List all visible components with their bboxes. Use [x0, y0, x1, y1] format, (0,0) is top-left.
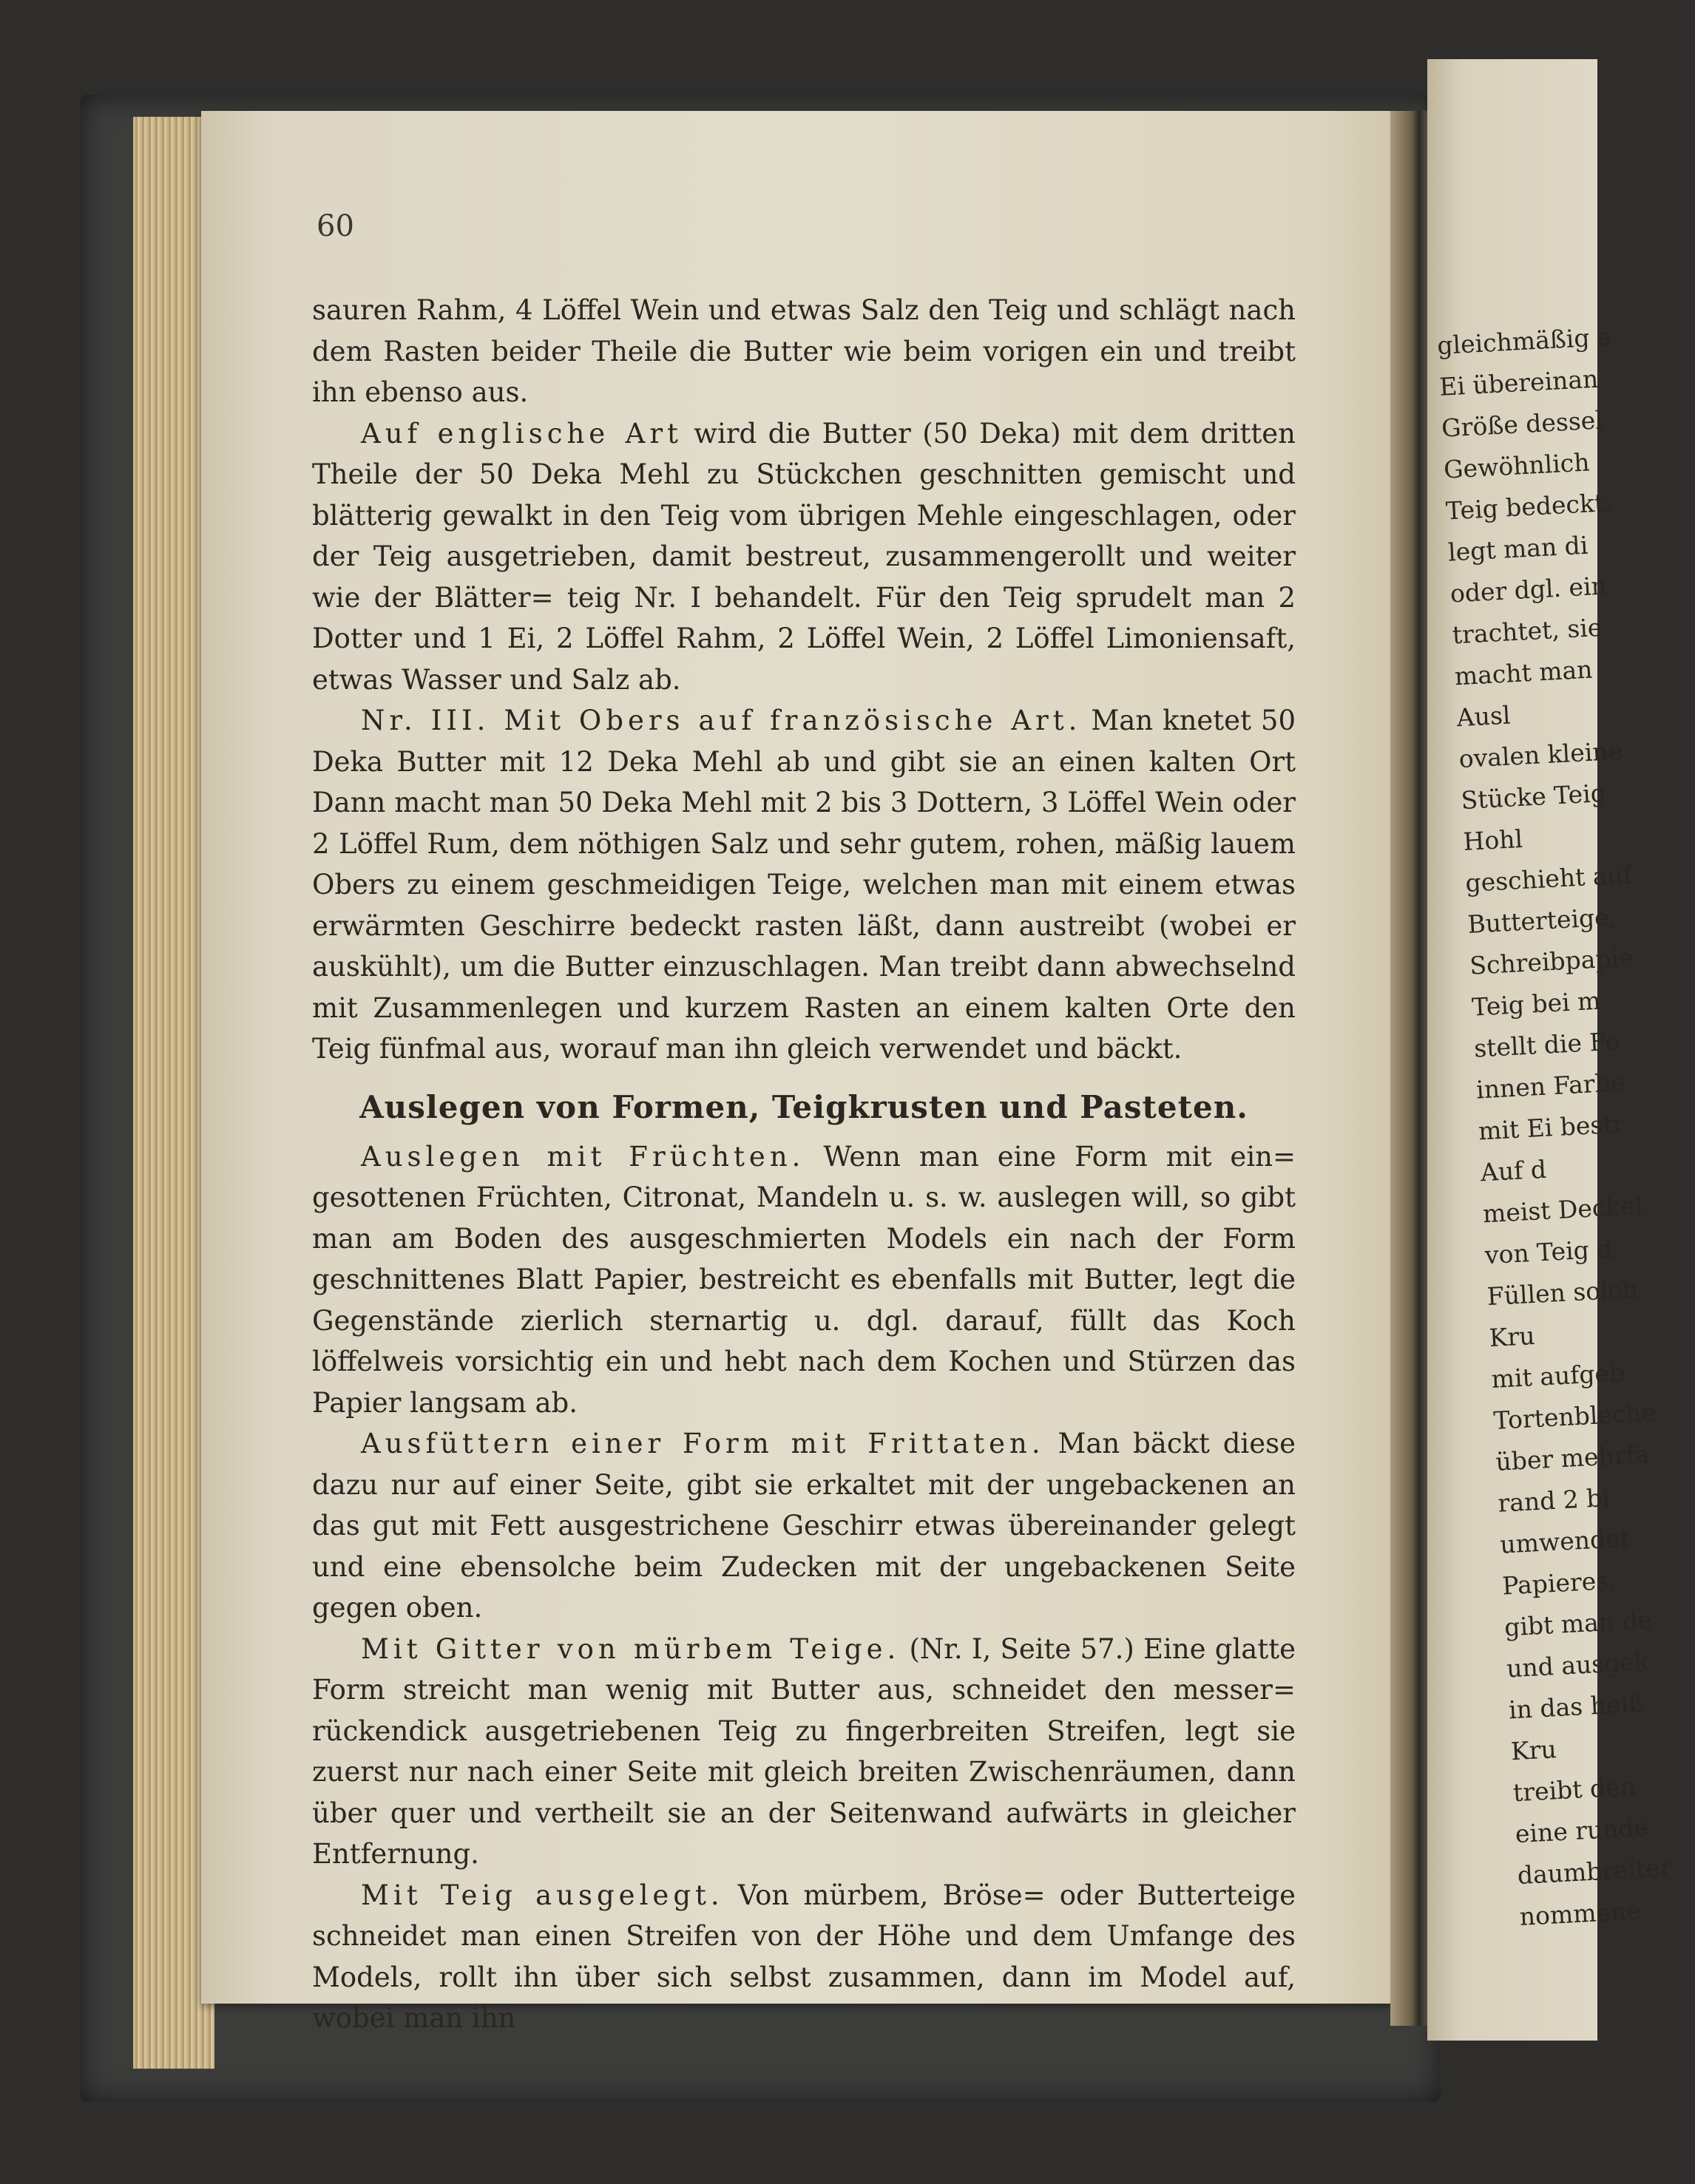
right-page-line: mit Ei bestr: [1478, 1109, 1625, 1146]
right-page-line: Kru: [1510, 1734, 1557, 1766]
right-page-line: von Teig d: [1483, 1234, 1614, 1270]
right-page-line: oder dgl. ein: [1449, 571, 1608, 608]
paragraph: Nr. III. Mit Obers auf französische Art. Man knetet 50 Deka Butter mit 12 Deka Mehl ab und gibt sie an einen kalten Ort Dann macht man 50 Deka Mehl mit 2 bis 3 Dottern, 3 Löffel Wein oder 2 Löffel Rum, dem nöthigen Salz und sehr gutem, rohen, mäßig lauem Obers zu einem geschmeidigen Teige, welchen man mit einem etwas erwärmten Geschirre bedeckt rasten läßt, dann austreibt (wobei er auskühlt), um die Butter einzuschlagen. Man treibt dann abwechselnd mit Zusammenlegen und kurzem Rasten an einem kalten Orte den Teig fünfmal aus, worauf man ihn gleich verwendet und bäckt.: [312, 705, 1296, 1065]
right-page-text: [1436, 316, 1691, 1938]
right-page-line: in das heiß: [1508, 1688, 1645, 1725]
right-page-line: meist Deckel: [1481, 1191, 1644, 1229]
right-page-line: Papieres,: [1501, 1565, 1617, 1601]
paragraph: Mit Teig ausgelegt. Von mürbem, Bröse= oder Butterteige schneidet man einen Streifen von der Höhe und dem Umfange des Models, rollt ihn über sich selbst zusammen, dann im Model auf, wobei man ihn: [312, 1879, 1296, 2034]
right-page-line: nommene: [1518, 1896, 1642, 1932]
paragraph: Mit Gitter von mürbem Teige. (Nr. I, Seite 57.) Eine glatte Form streicht man wenig mit Butter aus, schneidet den messer= rückendick ausgetriebenen Teig zu fingerbreiten Streifen, legt sie zuerst nur nach einer Seite mit gleich breiten Zwischenräumen, dann über quer und vertheilt sie an der Seitenwand aufwärts in gleicher Entfernung.: [312, 1632, 1296, 1870]
right-page: [1427, 59, 1673, 2041]
right-page-line: Stücke Teig: [1460, 778, 1607, 815]
page-body: [312, 290, 1296, 2039]
right-page-line: Teig bedeckt.: [1445, 487, 1613, 526]
right-page-line: trachtet, sie: [1451, 612, 1603, 650]
right-page-line: Butterteige,: [1466, 902, 1618, 939]
right-page-line: gleichmäßig a: [1436, 322, 1613, 360]
right-page-line: Auf d: [1480, 1154, 1547, 1187]
paragraph: Auslegen mit Früchten. Wenn man eine Form mit ein= gesottenen Früchten, Citronat, Mandeln u. s. w. auslegen will, so gibt man am Boden des ausgeschmierten Models ein nach der Form geschnittenes Blatt Papier, bestreicht es ebenfalls mit Butter, legt die Gegenstände zierlich sternartig u. dgl. darauf, füllt das Koch löffelweis vorsichtig ein und hebt nach dem Kochen und Stürzen das Papier langsam ab.: [312, 1140, 1296, 1419]
paragraph-lead: Auf englische Art: [361, 417, 683, 450]
right-page-line: über mehrfa: [1495, 1439, 1651, 1476]
paragraph: Ausfüttern einer Form mit Frittaten. Man bäckt diese dazu nur auf einer Seite, gibt sie erkaltet mit der ungebackenen an das gut mit Fett ausgestrichene Geschirr etwas übereinander gelegt und eine ebensolche beim Zudecken mit der ungebackenen Seite gegen oben.: [312, 1428, 1296, 1624]
right-page-line: stellt die Fo: [1473, 1026, 1621, 1063]
right-page-line: gibt man de: [1503, 1605, 1653, 1642]
right-page-line: rand 2 bi: [1497, 1482, 1611, 1518]
paragraph-lead: Auslegen mit Früchten.: [361, 1140, 805, 1173]
right-page-line: Hohl: [1462, 824, 1523, 857]
paragraph-lead: Nr. III. Mit Obers auf französische Art.: [361, 705, 1082, 736]
page-number: 60: [317, 209, 354, 243]
right-page-line: innen Farbe: [1475, 1068, 1626, 1105]
paragraph-lead: Ausfüttern einer Form mit Frittaten.: [361, 1428, 1045, 1459]
right-page-line: umwendet: [1499, 1523, 1631, 1559]
right-page-line: treibt den: [1512, 1771, 1637, 1808]
right-page-line: Tortenbleche: [1492, 1397, 1657, 1435]
right-page-line: und ausgek: [1506, 1647, 1650, 1683]
right-page-line: Ei übereinan: [1438, 364, 1600, 401]
right-page-line: Größe dessel: [1441, 405, 1604, 443]
paragraph: Auf englische Art wird die Butter (50 Deka) mit dem dritten Theile der 50 Deka Mehl zu Stückchen geschnitten gemischt und blätterig gewalkt in den Teig vom übrigen Mehle eingeschlagen, oder der Teig ausgetrieben, damit bestreut, zusammengerollt und weiter wie der Blätter= teig Nr. I behandelt. Für den Teig sprudelt man 2 Dotter und 1 Ei, 2 Löffel Rahm, 2 Löffel Wein, 2 Löffel Limoniensaft, etwas Wasser und Salz ab.: [312, 417, 1296, 696]
right-page-line: geschieht auf: [1464, 860, 1633, 898]
right-page-line: Schreibpapie: [1469, 943, 1634, 980]
right-page-line: ovalen kleine: [1458, 736, 1623, 774]
right-page-line: eine runde: [1514, 1812, 1650, 1849]
paragraph-lead: Mit Gitter von mürbem Teige.: [361, 1632, 901, 1665]
right-page-line: legt man di: [1447, 530, 1589, 567]
right-page-line: daumbreiter: [1516, 1853, 1673, 1890]
paragraph-lead: Mit Teig ausgelegt.: [361, 1879, 724, 1911]
right-page-line: Teig bei m: [1471, 986, 1602, 1022]
right-page-line: mit aufgeb: [1490, 1357, 1626, 1394]
right-page-line: Gewöhnlich: [1443, 447, 1591, 484]
right-page-line: macht man: [1453, 654, 1594, 691]
right-page-line: Füllen solch: [1486, 1274, 1639, 1312]
right-page-line: Ausl: [1455, 700, 1512, 733]
right-page-line: Kru: [1488, 1320, 1536, 1353]
section-heading: Auslegen von Formen, Teigkrusten und Pasteten.: [359, 1088, 1248, 1125]
paragraph: sauren Rahm, 4 Löffel Wein und etwas Salz den Teig und schlägt nach dem Rasten beider Theile die Butter wie beim vorigen ein und treibt ihn ebenso aus.: [312, 294, 1296, 408]
